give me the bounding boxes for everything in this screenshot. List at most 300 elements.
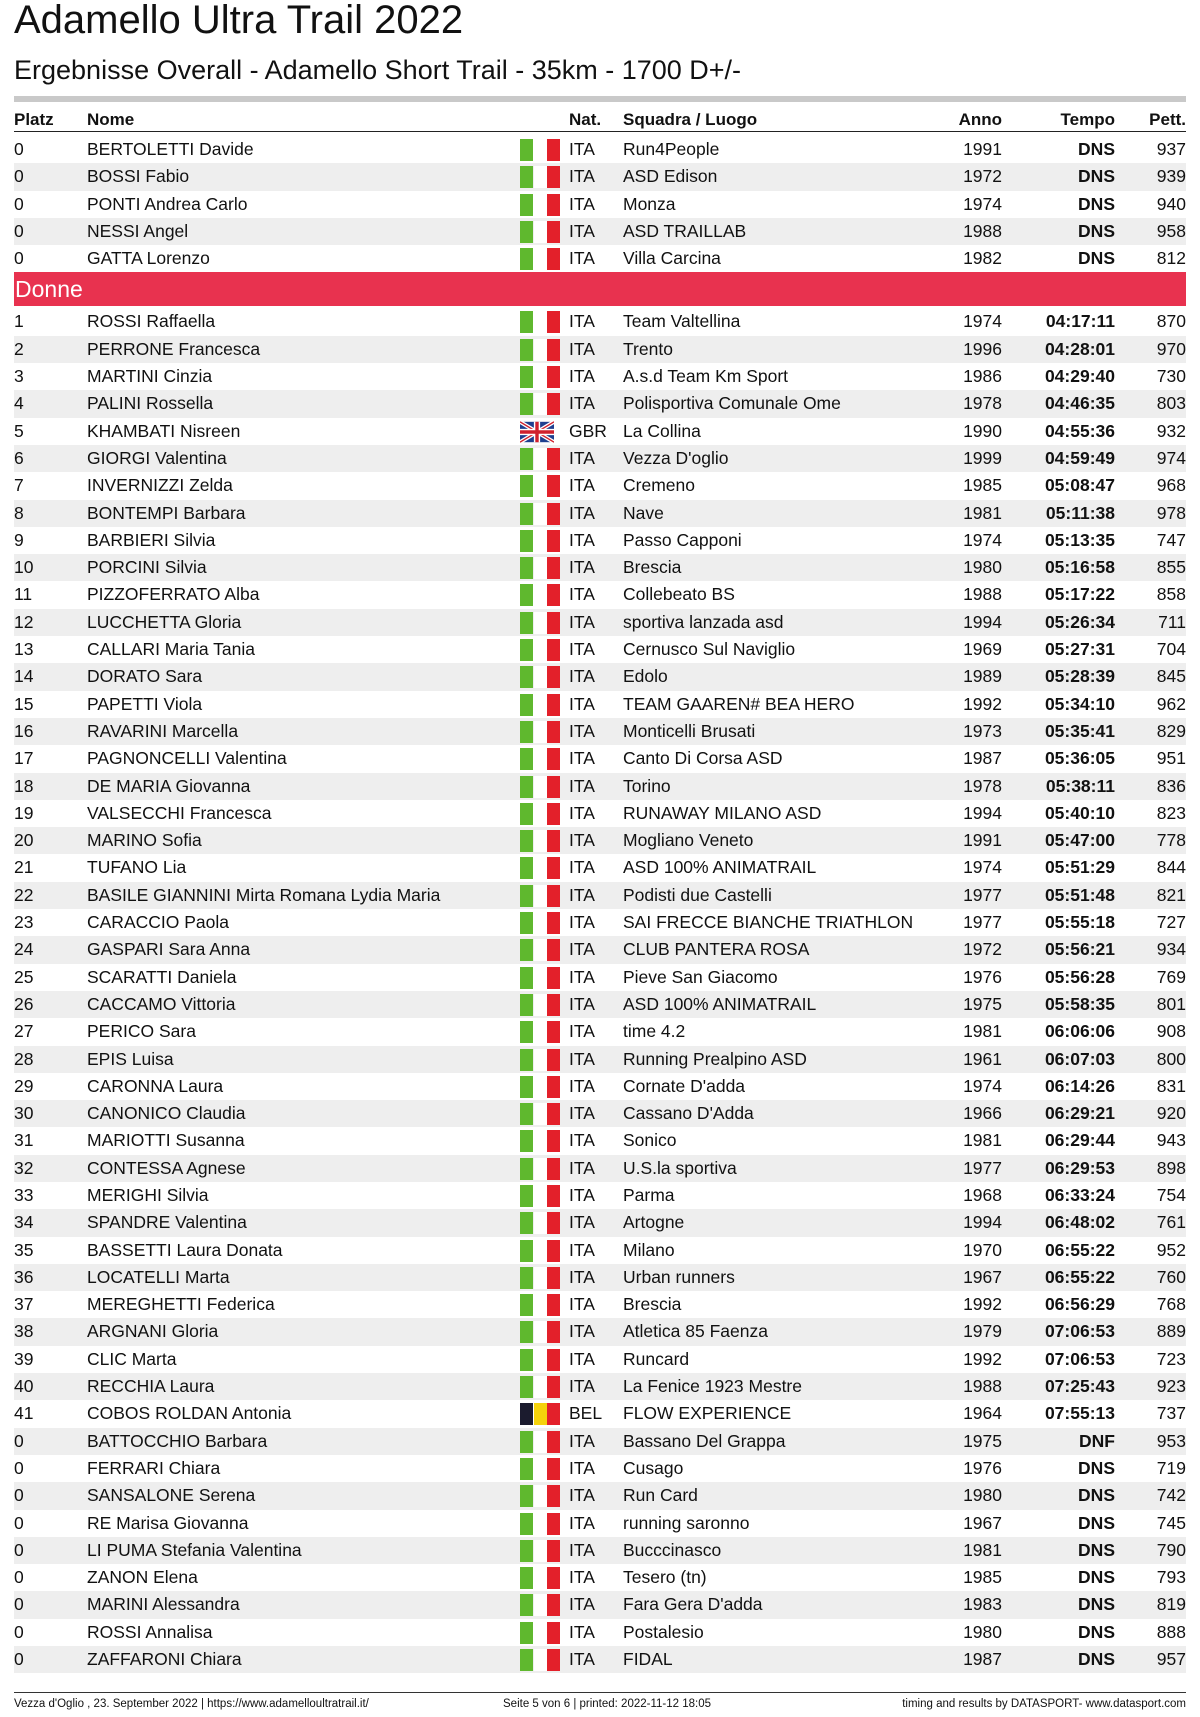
year-cell: 1976 bbox=[963, 966, 1002, 987]
rank-cell: 0 bbox=[14, 139, 24, 159]
nationality-cell: ITA bbox=[569, 1649, 595, 1670]
name-cell: RE Marisa Giovanna bbox=[87, 1512, 249, 1533]
nationality-cell: ITA bbox=[569, 1212, 595, 1233]
bib-cell: 819 bbox=[1156, 1594, 1186, 1615]
table-row bbox=[14, 609, 1186, 636]
team-cell: Trento bbox=[623, 338, 673, 359]
nationality-cell: ITA bbox=[569, 748, 595, 769]
nationality-cell: GBR bbox=[569, 420, 607, 441]
team-cell: SAI FRECCE BIANCHE TRIATHLON bbox=[623, 912, 914, 933]
table-row bbox=[14, 936, 1186, 963]
rank-cell: 31 bbox=[14, 1130, 34, 1151]
team-cell: FLOW EXPERIENCE bbox=[623, 1403, 792, 1424]
nationality-cell: ITA bbox=[569, 666, 595, 687]
team-cell: running saronno bbox=[623, 1512, 750, 1533]
year-cell: 1987 bbox=[963, 748, 1002, 769]
flag-ita-icon bbox=[520, 803, 560, 825]
name-cell: DORATO Sara bbox=[87, 666, 203, 687]
table-row bbox=[14, 745, 1186, 772]
table-row bbox=[14, 1619, 1186, 1646]
flag-ita-icon bbox=[520, 166, 560, 188]
team-cell: Edolo bbox=[623, 666, 668, 687]
year-cell: 1974 bbox=[963, 529, 1002, 550]
bib-cell: 940 bbox=[1156, 193, 1186, 214]
team-cell: Artogne bbox=[623, 1212, 685, 1233]
team-cell: ASD TRAILLAB bbox=[623, 220, 747, 241]
time-cell: DNS bbox=[1078, 220, 1115, 241]
name-cell: ZANON Elena bbox=[87, 1567, 198, 1588]
nationality-cell: ITA bbox=[569, 857, 595, 878]
year-cell: 1978 bbox=[963, 393, 1002, 414]
name-cell: ZAFFARONI Chiara bbox=[87, 1649, 242, 1670]
nationality-cell: ITA bbox=[569, 1184, 595, 1205]
table-row bbox=[14, 773, 1186, 800]
time-cell: 04:29:40 bbox=[1044, 366, 1115, 387]
rank-cell: 40 bbox=[14, 1376, 34, 1397]
nationality-cell: ITA bbox=[569, 1239, 595, 1260]
rank-cell: 41 bbox=[14, 1403, 34, 1424]
time-cell: 07:06:53 bbox=[1044, 1348, 1115, 1369]
table-row bbox=[14, 554, 1186, 581]
rank-cell: 11 bbox=[14, 584, 33, 605]
nationality-cell: ITA bbox=[569, 529, 595, 550]
header-pett: Pett. bbox=[1149, 110, 1186, 129]
bib-cell: 958 bbox=[1156, 220, 1186, 241]
name-cell: PORCINI Silvia bbox=[87, 557, 207, 578]
name-cell: LOCATELLI Marta bbox=[87, 1266, 230, 1287]
bib-cell: 844 bbox=[1156, 857, 1186, 878]
nationality-cell: ITA bbox=[569, 720, 595, 741]
year-cell: 1985 bbox=[963, 475, 1002, 496]
rank-cell: 3 bbox=[14, 366, 24, 387]
nationality-cell: ITA bbox=[569, 1266, 595, 1287]
name-cell: SANSALONE Serena bbox=[87, 1485, 256, 1506]
table-row bbox=[14, 445, 1186, 472]
flag-ita-icon bbox=[520, 221, 560, 243]
bib-cell: 932 bbox=[1156, 420, 1186, 441]
time-cell: 06:29:53 bbox=[1044, 1157, 1115, 1178]
team-cell: Bucccinasco bbox=[623, 1539, 722, 1560]
name-cell: PERICO Sara bbox=[87, 1021, 196, 1042]
year-cell: 1972 bbox=[963, 166, 1002, 187]
name-cell: GASPARI Sara Anna bbox=[87, 939, 251, 960]
rank-cell: 29 bbox=[14, 1075, 34, 1096]
time-cell: 04:28:01 bbox=[1044, 338, 1115, 359]
footer-page-info: Seite 5 von 6 | printed: 2022-11-12 18:05 bbox=[503, 1698, 712, 1710]
team-cell: Pieve San Giacomo bbox=[623, 966, 778, 987]
rank-cell: 1 bbox=[14, 311, 24, 332]
team-cell: Torino bbox=[623, 775, 671, 796]
name-cell: PONTI Andrea Carlo bbox=[87, 193, 248, 214]
year-cell: 1990 bbox=[963, 420, 1002, 441]
name-cell: BASSETTI Laura Donata bbox=[87, 1239, 283, 1260]
year-cell: 1996 bbox=[963, 338, 1002, 359]
flag-ita-icon bbox=[520, 830, 560, 852]
year-cell: 1977 bbox=[963, 912, 1002, 933]
table-row bbox=[14, 1155, 1186, 1182]
bib-cell: 823 bbox=[1156, 802, 1186, 823]
team-cell: RUNAWAY MILANO ASD bbox=[623, 802, 822, 823]
team-cell: Tesero (tn) bbox=[623, 1567, 707, 1588]
table-row bbox=[14, 308, 1186, 335]
rank-cell: 13 bbox=[14, 639, 34, 660]
table-row bbox=[14, 1537, 1186, 1564]
time-cell: 06:06:06 bbox=[1044, 1021, 1115, 1042]
team-cell: Fara Gera D'adda bbox=[623, 1594, 763, 1615]
name-cell: CALLARI Maria Tania bbox=[87, 639, 255, 660]
year-cell: 1983 bbox=[963, 1594, 1002, 1615]
team-cell: Canto Di Corsa ASD bbox=[623, 748, 783, 769]
rank-cell: 0 bbox=[14, 1485, 24, 1506]
table-row bbox=[14, 800, 1186, 827]
team-cell: Bassano Del Grappa bbox=[623, 1430, 786, 1451]
rank-cell: 0 bbox=[14, 248, 24, 269]
nationality-cell: ITA bbox=[569, 393, 595, 414]
nationality-cell: ITA bbox=[569, 1321, 595, 1342]
nationality-cell: ITA bbox=[569, 993, 595, 1014]
bib-cell: 957 bbox=[1156, 1649, 1186, 1670]
team-cell: Cassano D'Adda bbox=[623, 1103, 754, 1124]
name-cell: DE MARIA Giovanna bbox=[87, 775, 251, 796]
year-cell: 1992 bbox=[963, 693, 1002, 714]
year-cell: 1977 bbox=[963, 884, 1002, 905]
flag-ita-icon bbox=[520, 1294, 560, 1316]
rank-cell: 28 bbox=[14, 1048, 34, 1069]
name-cell: PAPETTI Viola bbox=[87, 693, 203, 714]
table-row bbox=[14, 1455, 1186, 1482]
name-cell: ROSSI Annalisa bbox=[87, 1621, 213, 1642]
bib-cell: 898 bbox=[1156, 1157, 1186, 1178]
rank-cell: 33 bbox=[14, 1184, 34, 1205]
year-cell: 1961 bbox=[963, 1048, 1002, 1069]
flag-ita-icon bbox=[520, 1431, 560, 1453]
team-cell: Runcard bbox=[623, 1348, 690, 1369]
bib-cell: 742 bbox=[1156, 1485, 1186, 1506]
table-row bbox=[14, 964, 1186, 991]
table-row bbox=[14, 636, 1186, 663]
team-cell: A.s.d Team Km Sport bbox=[623, 366, 789, 387]
time-cell: 05:55:18 bbox=[1044, 912, 1115, 933]
rank-cell: 34 bbox=[14, 1212, 34, 1233]
header-tempo: Tempo bbox=[1060, 110, 1115, 129]
table-row bbox=[14, 336, 1186, 363]
section-header-donne: Donne bbox=[14, 272, 1186, 306]
time-cell: DNS bbox=[1078, 1567, 1115, 1588]
name-cell: BARBIERI Silvia bbox=[87, 529, 216, 550]
flag-ita-icon bbox=[520, 475, 560, 497]
flag-ita-icon bbox=[520, 1158, 560, 1180]
bib-cell: 769 bbox=[1156, 966, 1186, 987]
flag-ita-icon bbox=[520, 1649, 560, 1671]
rank-cell: 9 bbox=[14, 529, 24, 550]
nationality-cell: ITA bbox=[569, 1621, 595, 1642]
time-cell: 05:51:29 bbox=[1044, 857, 1115, 878]
name-cell: PALINI Rossella bbox=[87, 393, 214, 414]
time-cell: DNF bbox=[1079, 1430, 1115, 1451]
year-cell: 1980 bbox=[963, 1621, 1002, 1642]
bib-cell: 908 bbox=[1156, 1021, 1186, 1042]
name-cell: CACCAMO Vittoria bbox=[87, 993, 236, 1014]
team-cell: Brescia bbox=[623, 557, 682, 578]
rank-cell: 19 bbox=[14, 802, 34, 823]
time-cell: 05:58:35 bbox=[1044, 993, 1115, 1014]
name-cell: SCARATTI Daniela bbox=[87, 966, 237, 987]
rank-cell: 8 bbox=[14, 502, 24, 523]
time-cell: 07:25:43 bbox=[1044, 1376, 1115, 1397]
table-row bbox=[14, 1237, 1186, 1264]
name-cell: MARIOTTI Susanna bbox=[87, 1130, 245, 1151]
nationality-cell: ITA bbox=[569, 1294, 595, 1315]
year-cell: 1991 bbox=[963, 139, 1002, 159]
nationality-cell: ITA bbox=[569, 1130, 595, 1151]
name-cell: GIORGI Valentina bbox=[87, 447, 227, 468]
rank-cell: 32 bbox=[14, 1157, 34, 1178]
flag-ita-icon bbox=[520, 1349, 560, 1371]
flag-ita-icon bbox=[520, 1049, 560, 1071]
bib-cell: 889 bbox=[1156, 1321, 1186, 1342]
nationality-cell: ITA bbox=[569, 611, 595, 632]
bib-cell: 812 bbox=[1156, 248, 1186, 269]
table-row bbox=[14, 1318, 1186, 1345]
table-row bbox=[14, 390, 1186, 417]
rank-cell: 0 bbox=[14, 1621, 24, 1642]
name-cell: PERRONE Francesca bbox=[87, 338, 261, 359]
table-row bbox=[14, 882, 1186, 909]
flag-ita-icon bbox=[520, 639, 560, 661]
bib-cell: 761 bbox=[1156, 1212, 1186, 1233]
flag-ita-icon bbox=[520, 721, 560, 743]
time-cell: 05:40:10 bbox=[1044, 802, 1115, 823]
results-table bbox=[14, 136, 1186, 1673]
team-cell: Polisportiva Comunale Ome bbox=[623, 393, 841, 414]
rank-cell: 0 bbox=[14, 1457, 24, 1478]
team-cell: sportiva lanzada asd bbox=[623, 611, 784, 632]
name-cell: ROSSI Raffaella bbox=[87, 311, 216, 332]
year-cell: 1986 bbox=[963, 366, 1002, 387]
header-platz: Platz bbox=[14, 110, 54, 129]
nationality-cell: ITA bbox=[569, 166, 595, 187]
bib-cell: 730 bbox=[1156, 366, 1186, 387]
table-row bbox=[14, 718, 1186, 745]
year-cell: 1988 bbox=[963, 1376, 1002, 1397]
nationality-cell: ITA bbox=[569, 447, 595, 468]
bib-cell: 831 bbox=[1156, 1075, 1186, 1096]
name-cell: KHAMBATI Nisreen bbox=[87, 420, 241, 441]
name-cell: CONTESSA Agnese bbox=[87, 1157, 246, 1178]
name-cell: BERTOLETTI Davide bbox=[87, 139, 254, 159]
team-cell: Mogliano Veneto bbox=[623, 830, 754, 851]
team-cell: ASD 100% ANIMATRAIL bbox=[623, 857, 817, 878]
bib-cell: 737 bbox=[1156, 1403, 1186, 1424]
name-cell: MEREGHETTI Federica bbox=[87, 1294, 275, 1315]
flag-bel-icon bbox=[520, 1403, 560, 1425]
team-cell: Monza bbox=[623, 193, 676, 214]
rank-cell: 7 bbox=[14, 475, 24, 496]
team-cell: Cusago bbox=[623, 1457, 684, 1478]
year-cell: 1987 bbox=[963, 1649, 1002, 1670]
time-cell: 06:29:44 bbox=[1044, 1130, 1115, 1151]
nationality-cell: ITA bbox=[569, 366, 595, 387]
name-cell: RECCHIA Laura bbox=[87, 1376, 215, 1397]
year-cell: 1994 bbox=[963, 802, 1002, 823]
rank-cell: 26 bbox=[14, 993, 34, 1014]
time-cell: 05:35:41 bbox=[1044, 720, 1115, 741]
rank-cell: 30 bbox=[14, 1103, 34, 1124]
bib-cell: 800 bbox=[1156, 1048, 1186, 1069]
time-cell: 05:26:34 bbox=[1044, 611, 1115, 632]
rank-cell: 0 bbox=[14, 1594, 24, 1615]
flag-ita-icon bbox=[520, 912, 560, 934]
time-cell: 06:29:21 bbox=[1044, 1103, 1115, 1124]
team-cell: U.S.la sportiva bbox=[623, 1157, 737, 1178]
flag-ita-icon bbox=[520, 1567, 560, 1589]
table-row bbox=[14, 1373, 1186, 1400]
flag-ita-icon bbox=[520, 1485, 560, 1507]
nationality-cell: ITA bbox=[569, 1348, 595, 1369]
flag-ita-icon bbox=[520, 530, 560, 552]
name-cell: BATTOCCHIO Barbara bbox=[87, 1430, 268, 1451]
nationality-cell: ITA bbox=[569, 1539, 595, 1560]
rank-cell: 0 bbox=[14, 1430, 24, 1451]
nationality-cell: ITA bbox=[569, 1157, 595, 1178]
flag-ita-icon bbox=[520, 1103, 560, 1125]
table-row bbox=[14, 472, 1186, 499]
bib-cell: 974 bbox=[1156, 447, 1186, 468]
flag-ita-icon bbox=[520, 1458, 560, 1480]
name-cell: PIZZOFERRATO Alba bbox=[87, 584, 260, 605]
bib-cell: 962 bbox=[1156, 693, 1186, 714]
name-cell: BASILE GIANNINI Mirta Romana Lydia Maria bbox=[87, 884, 441, 905]
table-row bbox=[14, 1646, 1186, 1673]
nationality-cell: ITA bbox=[569, 248, 595, 269]
flag-ita-icon bbox=[520, 1321, 560, 1343]
year-cell: 1974 bbox=[963, 857, 1002, 878]
nationality-cell: ITA bbox=[569, 1512, 595, 1533]
time-cell: 05:11:38 bbox=[1045, 502, 1115, 523]
name-cell: VALSECCHI Francesca bbox=[87, 802, 272, 823]
team-cell: Parma bbox=[623, 1184, 675, 1205]
table-row bbox=[14, 1428, 1186, 1455]
time-cell: 04:55:36 bbox=[1044, 420, 1115, 441]
table-row bbox=[14, 1564, 1186, 1591]
nationality-cell: ITA bbox=[569, 139, 595, 159]
rank-cell: 2 bbox=[14, 338, 24, 359]
nationality-cell: ITA bbox=[569, 584, 595, 605]
year-cell: 1991 bbox=[963, 830, 1002, 851]
bib-cell: 727 bbox=[1156, 912, 1186, 933]
name-cell: MERIGHI Silvia bbox=[87, 1184, 209, 1205]
bib-cell: 836 bbox=[1156, 775, 1186, 796]
rank-cell: 22 bbox=[14, 884, 34, 905]
time-cell: 05:13:35 bbox=[1044, 529, 1115, 550]
bib-cell: 778 bbox=[1156, 830, 1186, 851]
time-cell: 05:56:21 bbox=[1044, 939, 1115, 960]
nationality-cell: ITA bbox=[569, 1485, 595, 1506]
nationality-cell: ITA bbox=[569, 311, 595, 332]
time-cell: DNS bbox=[1078, 1594, 1115, 1615]
year-cell: 1992 bbox=[963, 1294, 1002, 1315]
bib-cell: 760 bbox=[1156, 1266, 1186, 1287]
rank-cell: 23 bbox=[14, 912, 34, 933]
year-cell: 1981 bbox=[963, 502, 1002, 523]
nationality-cell: ITA bbox=[569, 475, 595, 496]
time-cell: DNS bbox=[1078, 139, 1115, 159]
rank-cell: 17 bbox=[14, 748, 34, 769]
time-cell: 05:08:47 bbox=[1044, 475, 1115, 496]
table-row bbox=[14, 527, 1186, 554]
nationality-cell: ITA bbox=[569, 884, 595, 905]
flag-ita-icon bbox=[520, 1513, 560, 1535]
table-row bbox=[14, 1346, 1186, 1373]
table-row bbox=[14, 418, 1186, 445]
flag-ita-icon bbox=[520, 1376, 560, 1398]
bib-cell: 943 bbox=[1156, 1130, 1186, 1151]
time-cell: DNS bbox=[1078, 1539, 1115, 1560]
time-cell: 06:33:24 bbox=[1044, 1184, 1115, 1205]
year-cell: 1975 bbox=[963, 1430, 1002, 1451]
flag-ita-icon bbox=[520, 1594, 560, 1616]
flag-ita-icon bbox=[520, 694, 560, 716]
year-cell: 1975 bbox=[963, 993, 1002, 1014]
team-cell: La Collina bbox=[623, 420, 701, 441]
bib-cell: 845 bbox=[1156, 666, 1186, 687]
team-cell: Monticelli Brusati bbox=[623, 720, 756, 741]
footer-location: Vezza d'Oglio , 23. September 2022 | https://www.adamelloultratrail.it/ bbox=[14, 1698, 369, 1710]
time-cell: 05:56:28 bbox=[1044, 966, 1115, 987]
flag-ita-icon bbox=[520, 139, 560, 161]
bib-cell: 978 bbox=[1156, 502, 1186, 523]
flag-ita-icon bbox=[520, 666, 560, 688]
year-cell: 1982 bbox=[963, 248, 1002, 269]
bib-cell: 719 bbox=[1156, 1457, 1186, 1478]
bib-cell: 768 bbox=[1156, 1294, 1186, 1315]
bib-cell: 920 bbox=[1156, 1103, 1186, 1124]
page-title: Adamello Ultra Trail 2022 bbox=[14, 0, 464, 42]
title-divider bbox=[14, 96, 1186, 102]
bib-cell: 745 bbox=[1156, 1512, 1186, 1533]
table-row bbox=[14, 363, 1186, 390]
bib-cell: 711 bbox=[1158, 611, 1186, 632]
team-cell: Villa Carcina bbox=[623, 248, 721, 269]
flag-ita-icon bbox=[520, 1240, 560, 1262]
nationality-cell: ITA bbox=[569, 1048, 595, 1069]
table-row bbox=[14, 218, 1186, 245]
team-cell: La Fenice 1923 Mestre bbox=[623, 1376, 802, 1397]
bib-cell: 858 bbox=[1156, 584, 1186, 605]
name-cell: TUFANO Lia bbox=[87, 857, 187, 878]
bib-cell: 790 bbox=[1156, 1539, 1186, 1560]
rank-cell: 12 bbox=[14, 611, 34, 632]
nationality-cell: ITA bbox=[569, 338, 595, 359]
team-cell: Atletica 85 Faenza bbox=[623, 1321, 768, 1342]
table-row bbox=[14, 991, 1186, 1018]
name-cell: FERRARI Chiara bbox=[87, 1457, 221, 1478]
year-cell: 1994 bbox=[963, 1212, 1002, 1233]
name-cell: RAVARINI Marcella bbox=[87, 720, 239, 741]
year-cell: 1980 bbox=[963, 557, 1002, 578]
team-cell: TEAM GAAREN# BEA HERO bbox=[623, 693, 855, 714]
team-cell: Vezza D'oglio bbox=[623, 447, 729, 468]
year-cell: 1966 bbox=[963, 1103, 1002, 1124]
bib-cell: 855 bbox=[1156, 557, 1186, 578]
flag-ita-icon bbox=[520, 584, 560, 606]
team-cell: FIDAL bbox=[623, 1649, 673, 1670]
flag-ita-icon bbox=[520, 393, 560, 415]
year-cell: 1974 bbox=[963, 193, 1002, 214]
name-cell: LI PUMA Stefania Valentina bbox=[87, 1539, 302, 1560]
team-cell: Run Card bbox=[623, 1485, 698, 1506]
flag-ita-icon bbox=[520, 366, 560, 388]
